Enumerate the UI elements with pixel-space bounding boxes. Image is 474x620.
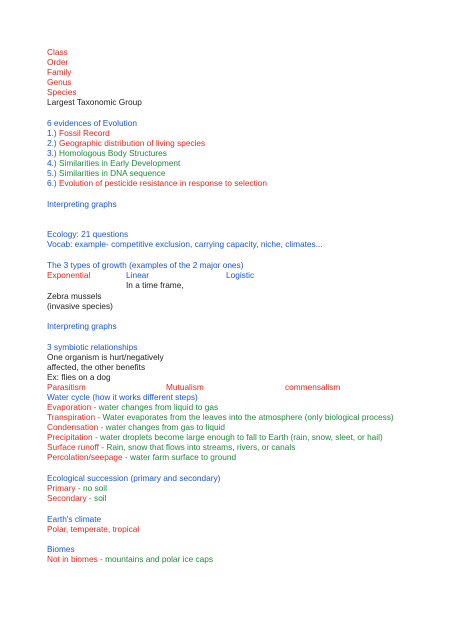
evidence-number: 2.) — [47, 138, 57, 148]
water-cycle-item — [47, 452, 236, 462]
taxonomy-family: Family — [47, 67, 72, 77]
evidence-number: 5.) — [47, 168, 57, 178]
succession-definition: - no soil — [75, 483, 107, 493]
taxonomy-genus: Genus — [47, 77, 72, 87]
evidence-item — [47, 168, 166, 178]
biomes-heading: Biomes — [47, 544, 75, 554]
climate-heading: Earth's climate — [47, 514, 102, 524]
water-cycle-item — [47, 402, 218, 412]
water-cycle-term: Evaporation — [47, 402, 92, 412]
symbiotic-parasitism: Parasitism — [47, 382, 86, 392]
evidence-number: 4.) — [47, 158, 57, 168]
symbiotic-commensalism: commensalism — [285, 382, 341, 392]
water-cycle-item — [47, 432, 383, 442]
water-cycle-item — [47, 422, 225, 432]
evidence-item — [47, 148, 167, 158]
ecology-heading: Ecology: 21 questions — [47, 229, 129, 239]
evidence-item — [47, 138, 205, 148]
interpreting-graphs-heading: Interpreting graphs — [47, 321, 117, 331]
succession-term: Primary — [47, 483, 76, 493]
growth-zebra-mussels: Zebra mussels — [47, 291, 102, 301]
symbiotic-line-3: Ex: flies on a dog — [47, 372, 111, 382]
water-cycle-item — [47, 442, 295, 452]
water-cycle-term: Percolation/seepage — [47, 452, 123, 462]
succession-primary — [47, 483, 107, 493]
water-cycle-term: Surface runoff — [47, 442, 99, 452]
taxonomy-largest: Largest Taxonomic Group — [47, 97, 142, 107]
evidence-text: Homologous Body Structures — [59, 148, 167, 158]
succession-heading: Ecological succession (primary and secondary) — [47, 473, 221, 483]
growth-exponential: Exponential — [47, 270, 91, 280]
climate-types: Polar, temperate, tropical — [47, 524, 140, 534]
evidence-item — [47, 128, 110, 138]
evidence-number: 6.) — [47, 178, 57, 188]
water-cycle-term: Precipitation — [47, 432, 93, 442]
evidence-item — [47, 178, 267, 188]
biomes-not-in — [47, 554, 213, 564]
interpreting-graphs-heading: Interpreting graphs — [47, 199, 117, 209]
evidence-text: Fossil Record — [59, 128, 110, 138]
evidences-heading: 6 evidences of Evolution — [47, 118, 137, 128]
water-cycle-definition: - water changes from gas to liquid — [98, 422, 226, 432]
evidence-text: Similarities in Early Development — [59, 158, 181, 168]
evidence-text: Geographic distribution of living species — [59, 138, 206, 148]
growth-heading: The 3 types of growth (examples of the 2 major ones) — [47, 260, 244, 270]
symbiotic-heading: 3 symbiotic relationships — [47, 342, 138, 352]
water-cycle-definition: - water changes from liquid to gas — [91, 402, 219, 412]
biomes-definition: - mountains and polar ice caps — [97, 554, 214, 564]
evidence-number: 1.) — [47, 128, 57, 138]
ecology-vocab: Vocab: example- competitive exclusion, carrying capacity, niche, climates... — [47, 239, 323, 249]
evidence-item — [47, 158, 180, 168]
symbiotic-line-1: One organism is hurt/negatively — [47, 352, 164, 362]
growth-time-frame: In a time frame, — [126, 280, 184, 290]
water-cycle-heading: Water cycle (how it works different steps) — [47, 392, 198, 402]
evidence-number: 3.) — [47, 148, 57, 158]
water-cycle-term: Transpiration — [47, 412, 96, 422]
growth-invasive: (invasive species) — [47, 301, 113, 311]
biomes-term: Not in biomes — [47, 554, 98, 564]
symbiotic-mutualism: Mutualism — [166, 382, 204, 392]
growth-linear: Linear — [126, 270, 150, 280]
evidence-text: Similarities in DNA sequence — [59, 168, 166, 178]
water-cycle-definition: - water droplets become large enough to fall to Earth (rain, snow, sleet, or hail) — [92, 432, 383, 442]
water-cycle-term: Condensation — [47, 422, 99, 432]
evidence-text: Evolution of pesticide resistance in response to selection — [59, 178, 268, 188]
succession-term: Secondary — [47, 493, 87, 503]
water-cycle-definition: - Rain, snow that flows into streams, rivers, or canals — [98, 442, 296, 452]
water-cycle-definition: - water farm surface to ground — [122, 452, 237, 462]
symbiotic-line-2: affected, the other benefits — [47, 362, 146, 372]
succession-secondary — [47, 493, 107, 503]
water-cycle-item — [47, 412, 394, 422]
taxonomy-species: Species — [47, 87, 77, 97]
growth-logistic: Logistic — [226, 270, 255, 280]
taxonomy-class: Class — [47, 47, 68, 57]
water-cycle-definition: - Water evaporates from the leaves into the atmosphere (only biological process) — [95, 412, 394, 422]
taxonomy-order: Order — [47, 57, 69, 67]
succession-definition: - soil — [86, 493, 107, 503]
